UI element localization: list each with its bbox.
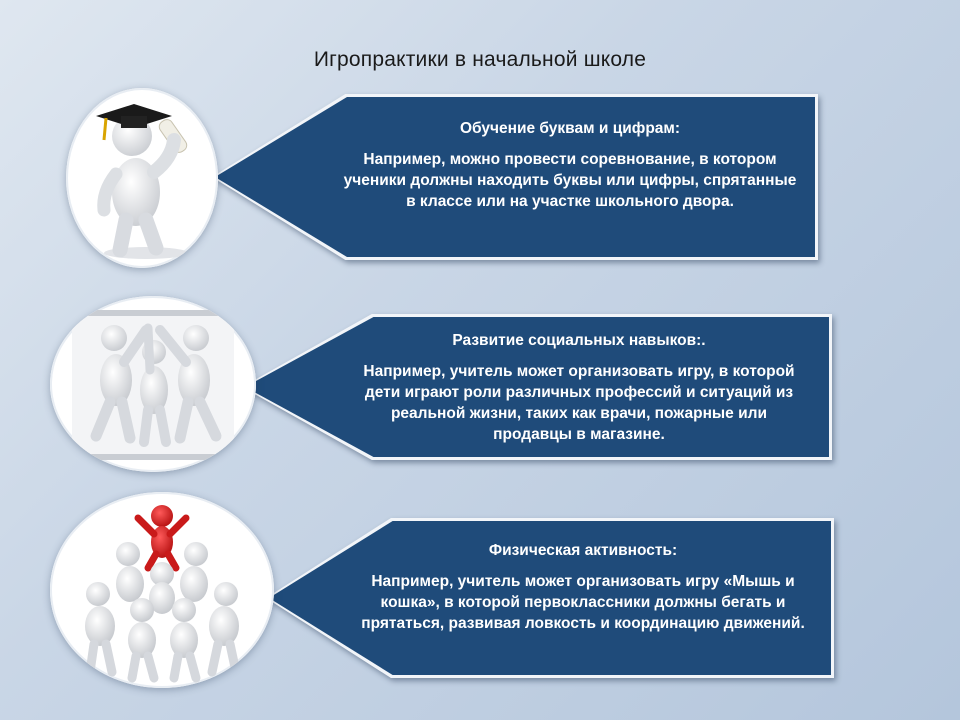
slide-title: Игропрактики в начальной школе — [313, 48, 647, 71]
group-high-five-icon — [50, 296, 256, 472]
info-arrow-box — [266, 518, 834, 678]
human-pyramid-icon — [50, 492, 274, 688]
block-body: Например, можно провести соревнование, в котором ученики должны находить буквы или цифры, спрятанные в классе или на участке школьного двора. — [343, 151, 797, 210]
graduate-figure-icon — [66, 88, 218, 268]
block-body: Например, учитель может организовать игру, в которой дети играют роли различных профессий и ситуаций из реальной жизни, таких как врачи, пожарные или продавцы в магазине. — [363, 363, 795, 443]
info-arrow-box — [242, 314, 832, 460]
info-arrow-box — [212, 94, 818, 260]
block-heading: Обучение буквам и цифрам: — [459, 120, 681, 137]
block-body: Например, учитель может организовать игру «Мышь и кошка», в которой первоклассники должны бегать и прятаться, развивая ловкость и координацию движений. — [361, 573, 805, 632]
block-heading: Физическая активность: — [488, 542, 678, 559]
block-heading: Развитие социальных навыков:. — [452, 332, 706, 349]
